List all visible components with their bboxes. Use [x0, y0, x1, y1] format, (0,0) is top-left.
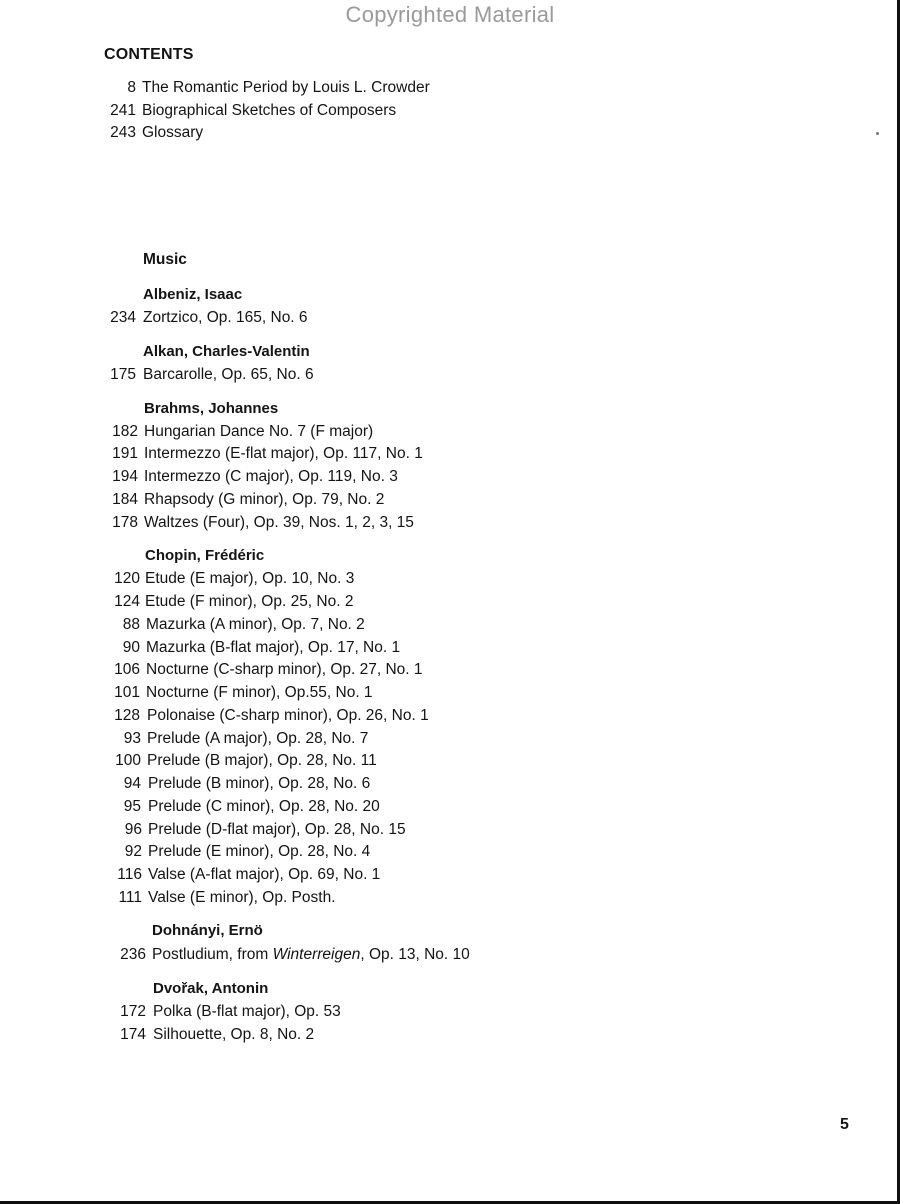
entry-page: 8: [127, 79, 136, 96]
entry-title: Valse (A-flat major), Op. 69, No. 1: [148, 866, 381, 883]
toc-entry[interactable]: [0, 364, 520, 386]
toc-entry[interactable]: [0, 728, 520, 750]
entry-page: 111: [118, 889, 142, 906]
entry-page: 88: [122, 616, 140, 633]
composer-name: Chopin, Frédéric: [145, 547, 265, 564]
toc-entry[interactable]: [0, 591, 520, 613]
composer-name: Albeniz, Isaac: [143, 286, 243, 303]
entry-title: Mazurka (A minor), Op. 7, No. 2: [146, 616, 365, 633]
entry-title: Intermezzo (E-flat major), Op. 117, No. 1: [144, 445, 423, 462]
toc-entry[interactable]: [0, 944, 560, 966]
entry-page: 174: [120, 1026, 146, 1043]
toc-entry[interactable]: [0, 512, 520, 534]
entry-title: Nocturne (F minor), Op.55, No. 1: [146, 684, 373, 701]
toc-entry[interactable]: [0, 122, 520, 144]
composer-name: Dohnányi, Ernö: [152, 922, 263, 939]
entry-title: Nocturne (C-sharp minor), Op. 27, No. 1: [146, 661, 423, 678]
composer-name: Dvořak, Antonin: [153, 980, 269, 997]
speck: [876, 132, 879, 135]
entry-title-suffix: , Op. 13, No. 10: [360, 946, 470, 963]
entry-title: Glossary: [142, 124, 204, 141]
toc-entry[interactable]: [0, 887, 520, 909]
entry-page: 236: [120, 946, 146, 963]
entry-title: Zortzico, Op. 165, No. 6: [143, 309, 308, 326]
toc-entry[interactable]: [0, 489, 520, 511]
entry-page: 106: [114, 661, 140, 678]
toc-entry[interactable]: [0, 682, 520, 704]
watermark: Copyrighted Material: [345, 2, 555, 27]
toc-entry[interactable]: [0, 705, 520, 727]
entry-title: The Romantic Period by Louis L. Crowder: [142, 79, 430, 96]
toc-entry[interactable]: [0, 1024, 520, 1046]
entry-title: Silhouette, Op. 8, No. 2: [153, 1026, 315, 1043]
entry-page: 94: [123, 775, 141, 792]
entry-page: 96: [124, 821, 142, 838]
entry-title-prefix: Postludium, from: [152, 946, 273, 963]
entry-page: 241: [110, 102, 136, 119]
entry-title: Prelude (A major), Op. 28, No. 7: [147, 730, 369, 747]
entry-title: Prelude (D-flat major), Op. 28, No. 15: [148, 821, 406, 838]
entry-title: Intermezzo (C major), Op. 119, No. 3: [144, 468, 398, 485]
entry-title: Biographical Sketches of Composers: [142, 102, 397, 119]
toc-entry[interactable]: [0, 773, 520, 795]
entry-title: Etude (E major), Op. 10, No. 3: [145, 570, 355, 587]
composer-name: Alkan, Charles-Valentin: [143, 343, 310, 360]
entry-title: Hungarian Dance No. 7 (F major): [144, 423, 374, 440]
entry-title: Prelude (B major), Op. 28, No. 11: [147, 752, 377, 769]
toc-entry[interactable]: [0, 421, 520, 443]
toc-entry[interactable]: [0, 466, 520, 488]
entry-title: Waltzes (Four), Op. 39, Nos. 1, 2, 3, 15: [144, 514, 414, 531]
entry-page: 194: [112, 468, 138, 485]
toc-entry[interactable]: [0, 819, 520, 841]
toc-entry[interactable]: [0, 796, 520, 818]
toc-entry[interactable]: [0, 637, 520, 659]
entry-page: 172: [120, 1003, 146, 1020]
entry-page: 120: [114, 570, 140, 587]
entry-title-work: Winterreigen: [272, 946, 361, 963]
entry-title: Prelude (C minor), Op. 28, No. 20: [148, 798, 380, 815]
entry-page: 101: [114, 684, 140, 701]
entry-page: 128: [114, 707, 140, 724]
entry-page: 184: [112, 491, 138, 508]
entry-page: 243: [110, 124, 136, 141]
entry-title: Barcarolle, Op. 65, No. 6: [143, 366, 314, 383]
toc-entry[interactable]: [0, 750, 520, 772]
entry-page: 124: [114, 593, 140, 610]
entry-page: 234: [110, 309, 136, 326]
entry-title: Mazurka (B-flat major), Op. 17, No. 1: [146, 639, 401, 656]
toc-entry[interactable]: [0, 659, 520, 681]
entry-page: 178: [112, 514, 138, 531]
entry-page: 100: [115, 752, 141, 769]
entry-title: Polka (B-flat major), Op. 53: [153, 1003, 341, 1020]
entry-page: 92: [124, 843, 142, 860]
entry-title: Prelude (E minor), Op. 28, No. 4: [148, 843, 371, 860]
music-heading: Music: [143, 251, 187, 268]
toc-entry[interactable]: [0, 1001, 520, 1023]
composer-name: Brahms, Johannes: [144, 400, 279, 417]
page-number: 5: [840, 1116, 849, 1133]
entry-title: Valse (E minor), Op. Posth.: [148, 889, 336, 906]
toc-entry[interactable]: [0, 614, 520, 636]
entry-page: 191: [112, 445, 138, 462]
contents-heading: CONTENTS: [104, 46, 194, 63]
toc-entry[interactable]: [0, 568, 520, 590]
entry-page: 95: [123, 798, 141, 815]
entry-page: 116: [117, 866, 142, 883]
entry-title: Polonaise (C-sharp minor), Op. 26, No. 1: [147, 707, 429, 724]
entry-page: 90: [122, 639, 140, 656]
entry-title: Etude (F minor), Op. 25, No. 2: [145, 593, 354, 610]
toc-entry[interactable]: [0, 864, 520, 886]
toc-entry[interactable]: [0, 100, 520, 122]
toc-entry[interactable]: [0, 443, 520, 465]
entry-page: 175: [110, 366, 136, 383]
entry-page: 93: [123, 730, 141, 747]
entry-title: Rhapsody (G minor), Op. 79, No. 2: [144, 491, 385, 508]
toc-entry[interactable]: [0, 77, 520, 99]
toc-entry[interactable]: [0, 841, 520, 863]
entry-title: Prelude (B minor), Op. 28, No. 6: [148, 775, 371, 792]
entry-title: [152, 944, 470, 966]
entry-page: 182: [112, 423, 138, 440]
toc-entry[interactable]: [0, 307, 520, 329]
